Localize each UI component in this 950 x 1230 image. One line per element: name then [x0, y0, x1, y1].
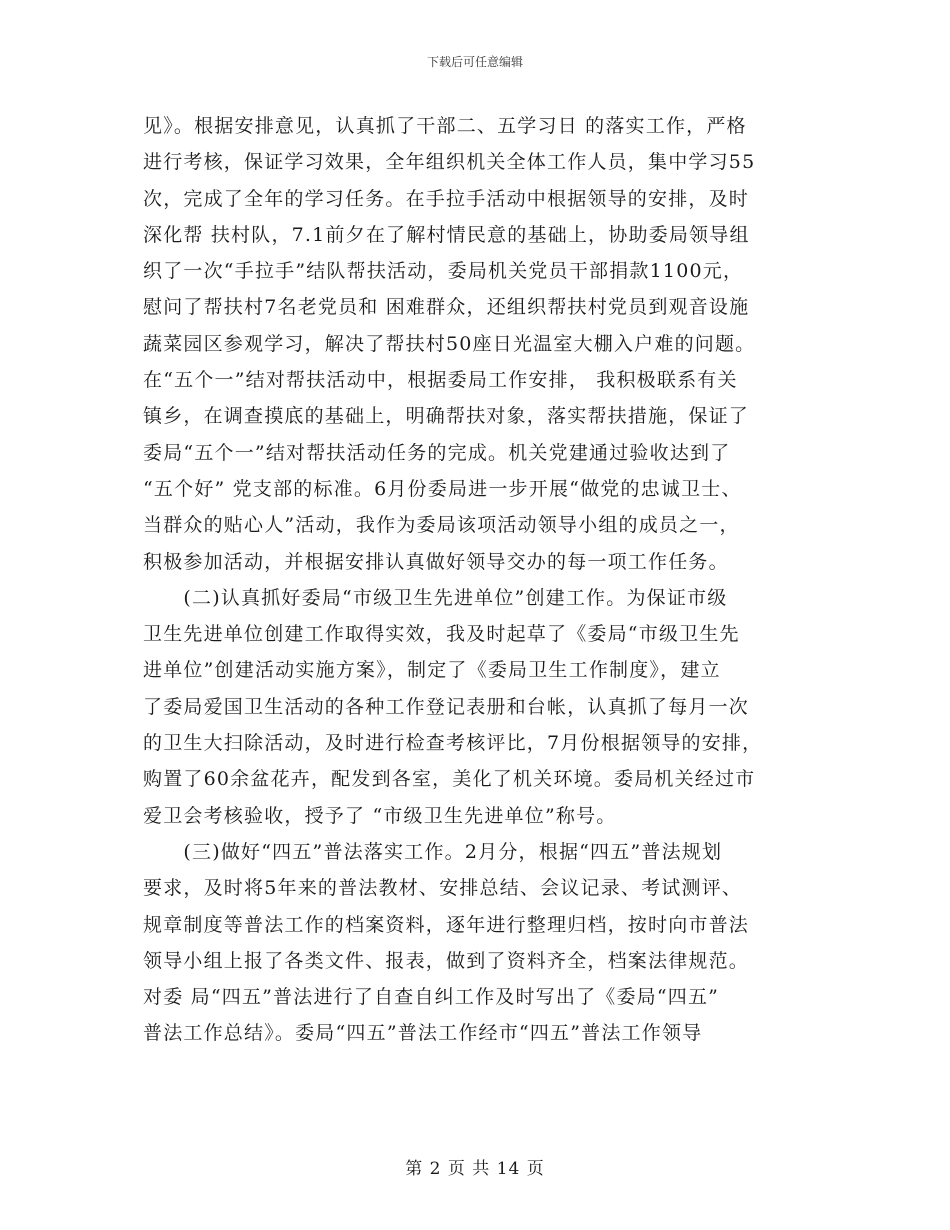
text-line: “五个好” 党支部的标准。6月份委局进一步开展“做党的忠诚卫士、 [143, 477, 742, 500]
text-line: 普法工作总结》。委局“四五”普法工作经市“四五”普法工作领导 [143, 1022, 703, 1045]
text-line: 深化帮 扶村队，7.1前夕在了解村情民意的基础上，协助委局领导组 [143, 223, 750, 246]
text-line: 规章制度等普法工作的档案资料，逐年进行整理归档，按时向市普法 [143, 913, 750, 936]
text-line: 购置了60余盆花卉，配发到各室，美化了机关环境。委局机关经过市 [143, 768, 756, 791]
text-line: 在“五个一”结对帮扶活动中，根据委局工作安排， 我积极联系有关 [143, 369, 738, 392]
text-line: 的卫生大扫除活动，及时进行检查考核评比，7月份根据领导的安排， [143, 732, 763, 755]
text-line: 要求，及时将5年来的普法教材、安排总结、会议记录、考试测评、 [143, 877, 743, 900]
text-line: 织了一次“手拉手”结队帮扶活动，委局机关党员干部捐款1100元， [143, 260, 744, 283]
text-line: 进单位”创建活动实施方案》，制定了《委局卫生工作制度》，建立 [143, 659, 721, 682]
page-header: 下载后可任意编辑 [426, 55, 523, 69]
text-line: 委局“五个一”结对帮扶活动任务的完成。机关党建通过验收达到了 [143, 441, 731, 464]
text-line: 了委局爱国卫生活动的各种工作登记表册和台帐，认真抓了每月一次 [143, 695, 750, 718]
text-line: (二)认真抓好委局“市级卫生先进单位”创建工作。为保证市级 [143, 586, 728, 609]
text-line: 进行考核，保证学习效果，全年组织机关全体工作人员，集中学习55 [143, 151, 756, 174]
text-line: 卫生先进单位创建工作取得实效，我及时起草了《委局“市级卫生先 [143, 623, 740, 646]
text-line: 次，完成了全年的学习任务。在手拉手活动中根据领导的安排，及时 [143, 187, 750, 210]
text-line: 对委 局“四五”普法进行了自查自纠工作及时写出了《委局“四五” [143, 986, 720, 1009]
text-line: (三)做好“四五”普法落实工作。2月分，根据“四五”普法规划 [143, 840, 723, 863]
text-line: 见》。根据安排意见，认真抓了干部二、五学习日 的落实工作，严格 [143, 115, 747, 137]
text-line: 领导小组上报了各类文件、报表，做到了资料齐全，档案法律规范。 [143, 949, 750, 972]
text-line: 慰问了帮扶村7名老党员和 困难群众，还组织帮扶村党员到观音设施 [143, 296, 750, 319]
document-body [143, 108, 815, 1052]
text-line: 积极参加活动，并根据安排认真做好领导交办的每一项工作任务。 [143, 550, 729, 573]
page-number: 第 2 页 共 14 页 [405, 1159, 545, 1179]
text-line: 蔬菜园区参观学习，解决了帮扶村50座日光温室大棚入户难的问题。 [143, 332, 756, 355]
text-line: 镇乡，在调查摸底的基础上，明确帮扶对象，落实帮扶措施，保证了 [143, 405, 750, 428]
text-line: 当群众的贴心人”活动，我作为委局该项活动领导小组的成员之一， [143, 514, 740, 537]
text-line: 爱卫会考核验收，授予了 “市级卫生先进单位”称号。 [143, 804, 617, 827]
